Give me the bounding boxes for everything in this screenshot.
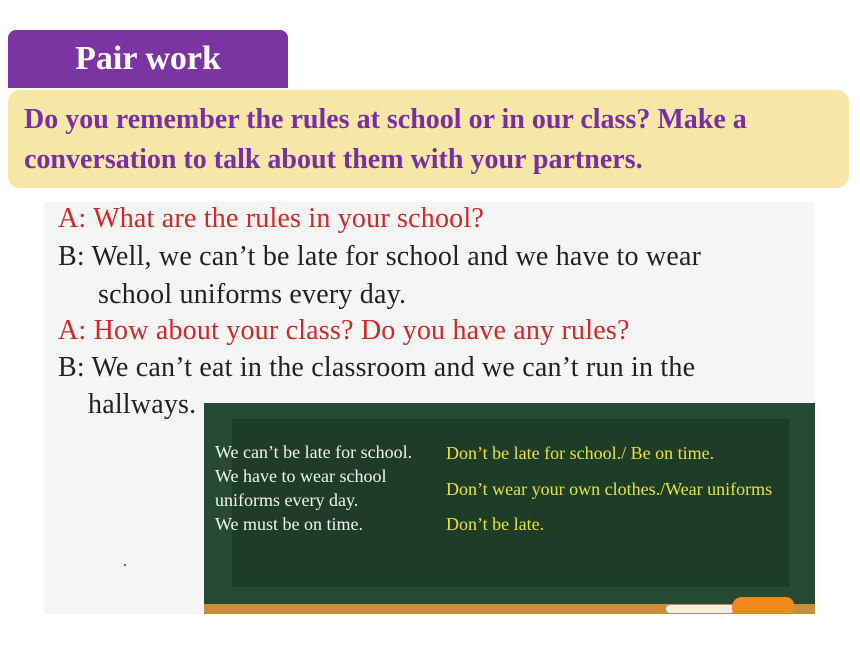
chalk-stick [666,605,734,613]
dialogue-line-b2: B: We can’t eat in the classroom and we can’t run in the [58,352,696,383]
instruction-line-1: Do you remember the rules at school or in our class? Make a [24,104,747,135]
dialogue-line-b1-cont: school uniforms every day. [98,279,407,310]
dialogue-line-a1: A: What are the rules in your school? [58,203,484,234]
pair-work-tab [8,30,288,88]
board-left-line-2: We have to wear school [215,466,387,486]
stray-dot: . [123,553,127,570]
board-right-line-3: Don’t be late. [446,514,545,534]
eraser [732,597,794,613]
instruction-line-2: conversation to talk about them with your partners. [24,144,643,175]
board-left-line-4: We must be on time. [215,514,364,534]
dialogue-line-b2-cont: hallways. [88,389,197,420]
dialogue-line-a2: A: How about your class? Do you have any rules? [58,315,630,346]
pair-work-label: Pair work [75,40,221,77]
board-right-line-2: Don’t wear your own clothes./Wear uniforms [446,479,773,499]
board-right-line-1: Don’t be late for school./ Be on time. [446,443,715,463]
dialogue-line-b1: B: Well, we can’t be late for school and we have to wear [58,241,702,272]
board-left-line-3: uniforms every day. [215,490,359,510]
board-left-line-1: We can’t be late for school. [215,442,413,462]
instruction-box [8,90,849,188]
